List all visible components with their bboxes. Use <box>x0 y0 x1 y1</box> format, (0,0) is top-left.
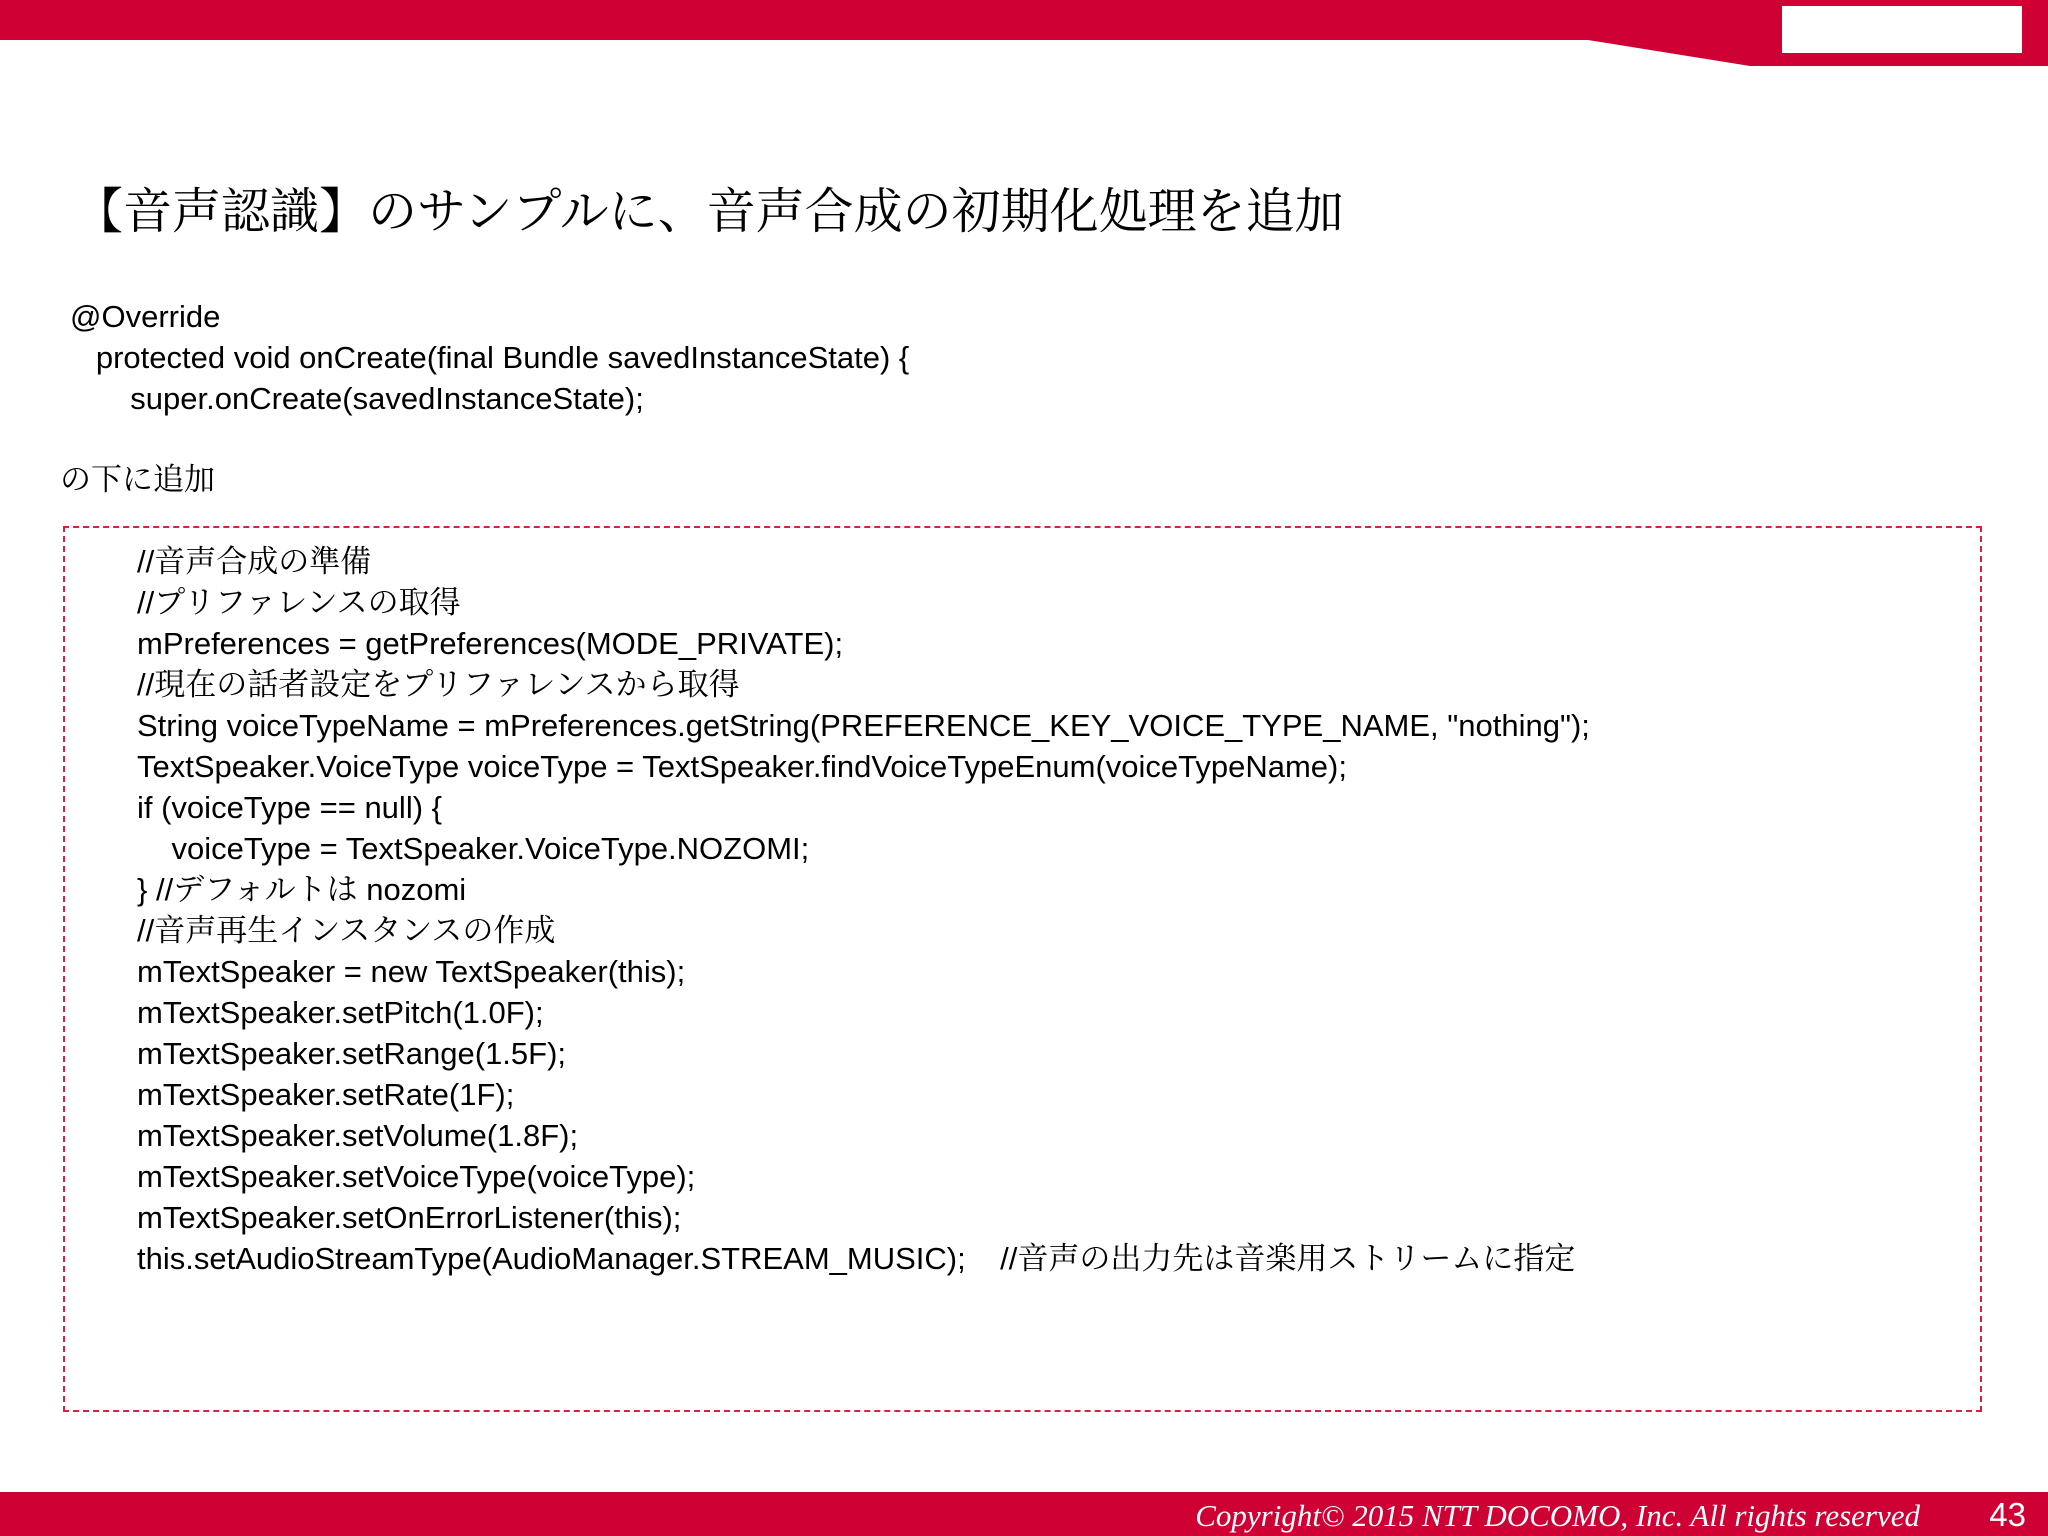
code-line: //プリファレンスの取得 <box>137 585 461 620</box>
code-line: super.onCreate(savedInstanceState); <box>70 381 644 416</box>
code-line: @Override <box>70 299 221 334</box>
page-number: 43 <box>1989 1496 2026 1533</box>
code-line: if (voiceType == null) { <box>137 790 442 825</box>
code-line: this.setAudioStreamType(AudioManager.STREAM_MUSIC); //音声の出力先は音楽用ストリームに指定 <box>137 1241 1576 1276</box>
code-line: mTextSpeaker.setPitch(1.0F); <box>137 995 544 1030</box>
code-line: mTextSpeaker = new TextSpeaker(this); <box>137 954 686 989</box>
code-line: mTextSpeaker.setVoiceType(voiceType); <box>137 1159 696 1194</box>
code-line: } //デフォルトは nozomi <box>137 872 467 907</box>
code-line: protected void onCreate(final Bundle savedInstanceState) { <box>70 340 910 375</box>
code-line: TextSpeaker.VoiceType voiceType = TextSpeaker.findVoiceTypeEnum(voiceTypeName); <box>137 749 1347 784</box>
code-line: //音声合成の準備 <box>137 544 372 579</box>
copyright-text: Copyright© 2015 NTT DOCOMO, Inc. All rights reserved <box>1195 1498 1920 1533</box>
code-line: mTextSpeaker.setRange(1.5F); <box>137 1036 567 1071</box>
code-line: mTextSpeaker.setRate(1F); <box>137 1077 515 1112</box>
header-band-shape <box>0 0 2048 66</box>
page-title: 【音声認識】のサンプルに、音声合成の初期化処理を追加 <box>74 183 1344 240</box>
code-before-block <box>70 296 909 419</box>
code-line: mPreferences = getPreferences(MODE_PRIVATE); <box>137 626 844 661</box>
header-logo-area <box>1782 6 2022 53</box>
added-code-block <box>137 541 1590 1279</box>
code-line: mTextSpeaker.setOnErrorListener(this); <box>137 1200 682 1235</box>
code-line: voiceType = TextSpeaker.VoiceType.NOZOMI; <box>137 831 810 866</box>
insert-below-note: の下に追加 <box>60 462 215 498</box>
code-line: String voiceTypeName = mPreferences.getString(PREFERENCE_KEY_VOICE_TYPE_NAME, "nothing"); <box>137 708 1590 743</box>
header-band <box>0 0 2048 66</box>
code-line: mTextSpeaker.setVolume(1.8F); <box>137 1118 579 1153</box>
code-line: //音声再生インスタンスの作成 <box>137 913 556 948</box>
code-line: //現在の話者設定をプリファレンスから取得 <box>137 667 740 702</box>
